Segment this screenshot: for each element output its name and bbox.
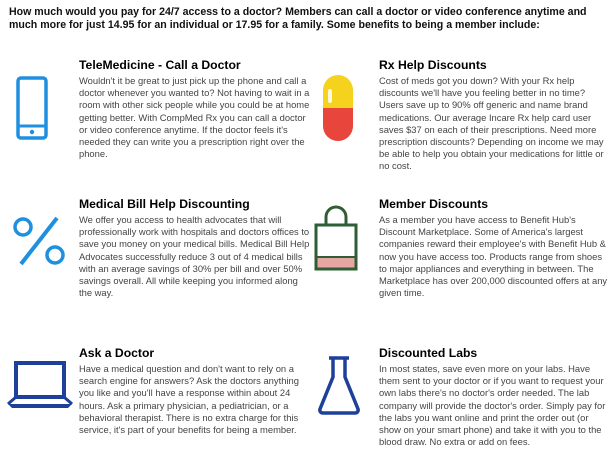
benefit-title: Rx Help Discounts [379, 58, 487, 72]
benefit-text: We offer you access to health advocates that will professionally work with hospitals and doctors offices to save you money on your medical bills. Medical Bill Help Advocates successfully reduce 3 out of 4 medical bills with an average savings of 30% per bill and over 50% savings overall. All while keeping you informed along the way. [79, 214, 310, 299]
benefit-text: As a member you have access to Benefit Hub's Discount Marketplace. Some of America's largest companies reward their employee's with Benefit Hub & now you have access too. Products range from shoes to major appliances and everything in between. The Marketplace has over 200,000 discounted offers at any given time. [379, 214, 608, 299]
benefit-discounted-labs [379, 346, 611, 448]
benefit-rx-help [379, 58, 611, 173]
benefit-title: TeleMedicine - Call a Doctor [79, 58, 241, 72]
percent-icon [11, 215, 67, 272]
benefit-text: Have a medical question and don't want to rely on a search engine for answers? Ask the doctors anything you like and you'll have a response within about 24 hours. Ask a primary physician, a pediatrician, or a behavioral therapist. There is no extra charge for this service, it's part of your benefits for being a member. [79, 363, 299, 436]
benefit-title: Member Discounts [379, 197, 489, 211]
benefit-title: Medical Bill Help Discounting [79, 197, 250, 211]
shopping-bag-icon [313, 205, 359, 276]
benefit-text: Cost of meds got you down? With your Rx help discounts we'll have you feeling better in no time? Users save up to 90% off generic and name brand medications. Our average Incare Rx help card user saves $37 on each of their prescriptions. Need more prescription discounts? Depending on income we may be able to help you obtain your medications for little or no cost. [379, 75, 604, 172]
benefit-member-discounts [379, 197, 611, 299]
benefit-medical-bill [79, 197, 311, 299]
benefit-telemedicine [79, 58, 311, 160]
pill-icon [321, 73, 355, 148]
benefit-text: Wouldn't it be great to just pick up the phone and call a doctor whenever you wanted to? Not having to wait in a room with other sick people while you could be at home getting better. With CompMed Rx you can call a doctor or video conference anytime. If the doctor feels it's needed they can write you a prescription right over the phone. [79, 75, 310, 160]
laptop-icon [6, 360, 74, 415]
flask-icon [317, 355, 361, 420]
intro-text: How much would you pay for 24/7 access to a doctor? Members can call a doctor or video conference anytime and much more for just 14.95 for an individual or 17.95 for a family. Some benefits to being a member include: [9, 6, 587, 31]
benefit-title: Discounted Labs [379, 346, 478, 360]
benefit-title: Ask a Doctor [79, 346, 155, 360]
benefit-text: In most states, save even more on your labs. Have them sent to your doctor or if you want to request your own labs there's no doctor's order needed. The lab company will provide the doctor's order. Simply pay for the labs you want online and print the order out (or show on your smart phone) and take it with you to the blood draw. No extra or add on fees. [379, 363, 606, 448]
phone-icon [16, 76, 48, 145]
benefit-ask-doctor [79, 346, 311, 436]
